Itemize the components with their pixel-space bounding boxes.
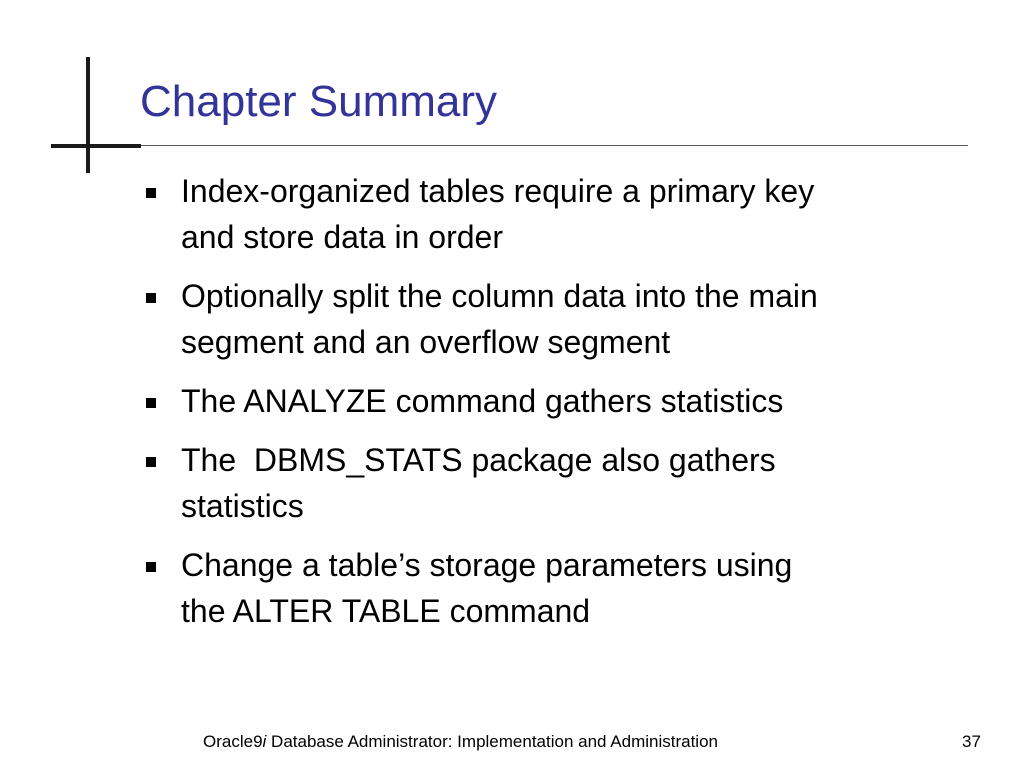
bullet-item [143, 378, 993, 424]
footer-product-suffix: i [262, 732, 267, 751]
bullet-text: Index-organized tables require a primary key and store data in order [181, 173, 815, 255]
bullet-text: The DBMS_STATS package also gathers statistics [181, 442, 776, 524]
square-bullet-icon [146, 293, 156, 303]
slide-title: Chapter Summary [140, 77, 498, 126]
bullet-item [143, 168, 993, 260]
square-bullet-icon [146, 398, 156, 408]
bullet-text: The ANALYZE command gathers statistics [181, 383, 784, 419]
bullet-list [143, 168, 993, 647]
page-number: 37 [962, 732, 981, 751]
bullet-item [143, 437, 993, 529]
footer-course-title [203, 731, 718, 753]
footer-course: Database Administrator: Implementation and Administration [266, 732, 718, 751]
square-bullet-icon [146, 457, 156, 467]
corner-vertical-rule [86, 57, 90, 173]
bullet-item [143, 273, 993, 365]
bullet-item [143, 542, 993, 634]
bullet-text: Optionally split the column data into the main segment and an overflow segment [181, 278, 818, 360]
footer-product: Oracle9 [203, 732, 263, 751]
square-bullet-icon [146, 562, 156, 572]
bullet-text: Change a table’s storage parameters using the ALTER TABLE command [181, 547, 793, 629]
square-bullet-icon [146, 188, 156, 198]
title-underline-rule [141, 145, 968, 146]
corner-horizontal-rule [51, 144, 141, 148]
